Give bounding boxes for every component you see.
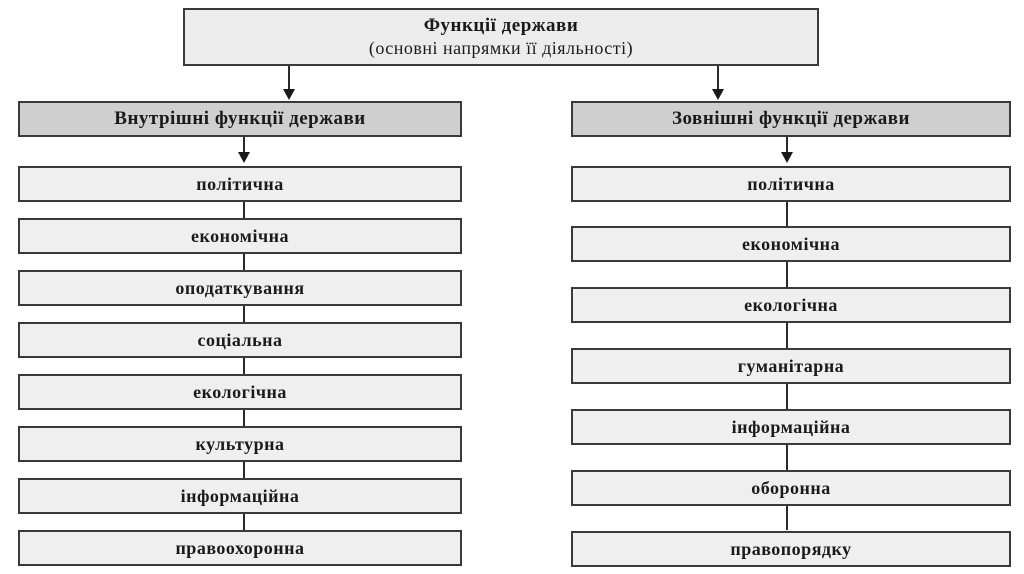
connector-external-header	[786, 137, 788, 153]
arrow-icon	[781, 152, 793, 163]
arrow-icon	[283, 89, 295, 100]
connector-root-external	[717, 66, 719, 90]
internal-functions-header: Внутрішні функції держави	[18, 101, 462, 137]
external-item-defense: оборонна	[571, 470, 1011, 506]
external-item-informational: інформаційна	[571, 409, 1011, 445]
root-subtitle: (основні напрямки її діяльності)	[368, 38, 634, 58]
connector-root-internal	[288, 66, 290, 90]
external-functions-header: Зовнішні функції держави	[571, 101, 1011, 137]
connector-internal-header	[243, 137, 245, 153]
arrow-icon	[238, 152, 250, 163]
external-item-ecological: екологічна	[571, 287, 1011, 323]
internal-item-cultural: культурна	[18, 426, 462, 462]
external-item-law-and-order: правопорядку	[571, 531, 1011, 567]
internal-item-economic: економічна	[18, 218, 462, 254]
external-item-humanitarian: гуманітарна	[571, 348, 1011, 384]
arrow-icon	[712, 89, 724, 100]
root-title: Функції держави	[423, 15, 579, 36]
internal-item-law-enforcement: правоохоронна	[18, 530, 462, 566]
internal-item-informational: інформаційна	[18, 478, 462, 514]
external-item-political: політична	[571, 166, 1011, 202]
internal-item-ecological: екологічна	[18, 374, 462, 410]
internal-item-social: соціальна	[18, 322, 462, 358]
external-item-economic: економічна	[571, 226, 1011, 262]
internal-item-political: політична	[18, 166, 462, 202]
internal-item-taxation: оподаткування	[18, 270, 462, 306]
root-node	[183, 8, 819, 66]
